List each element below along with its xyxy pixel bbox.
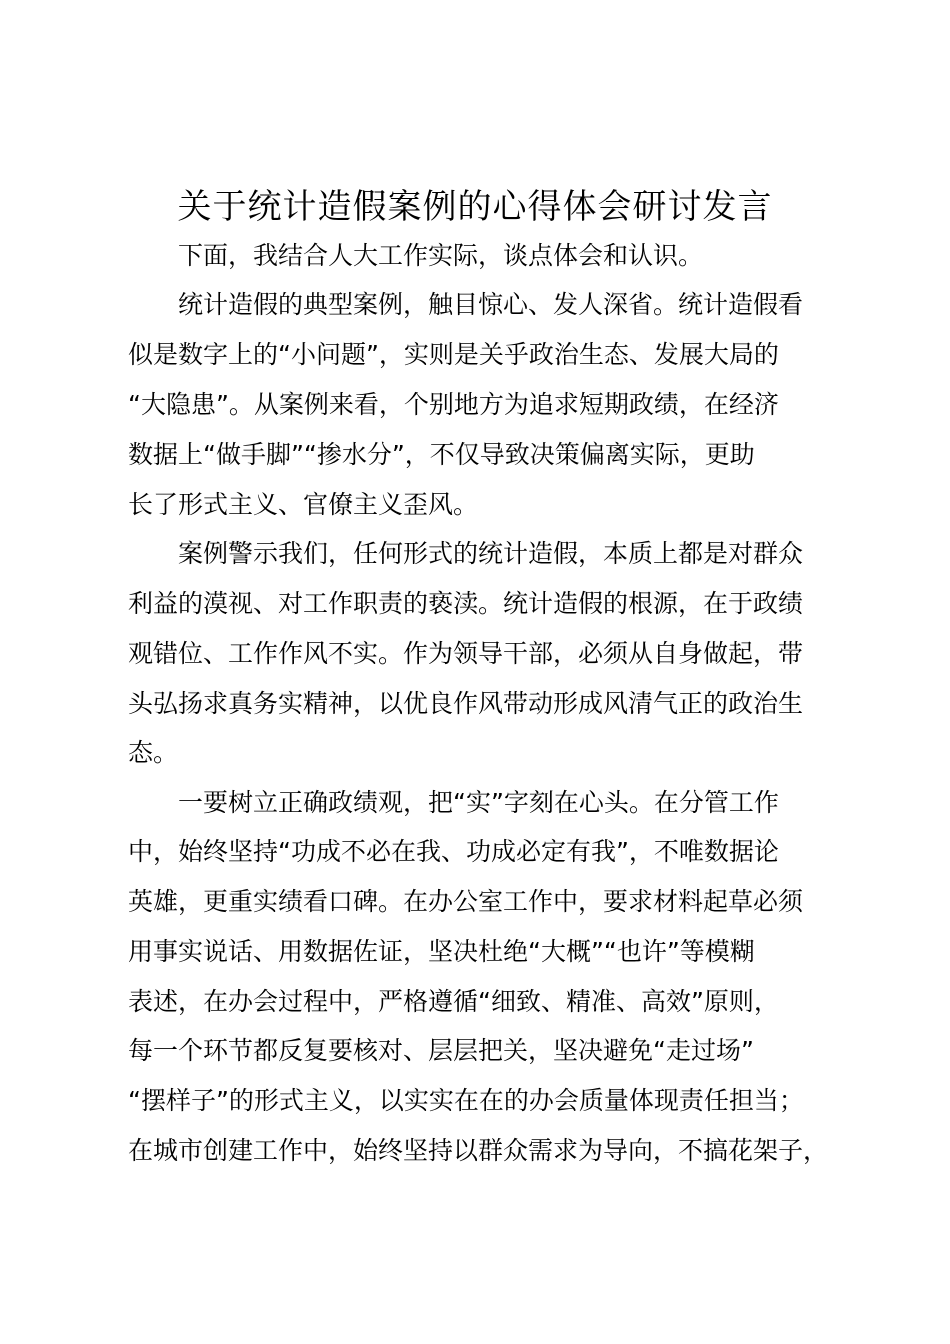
paragraph-line: 每一个环节都反复要核对、层层把关，坚决避免“走过场” (128, 1036, 754, 1065)
paragraph-line: 案例警示我们，任何形式的统计造假，本质上都是对群众 (178, 539, 804, 568)
document-title: 关于统计造假案例的心得体会研讨发言 (177, 187, 773, 227)
paragraph-line: “大隐患”。从案例来看，个别地方为追求短期政绩，在经济 (128, 390, 779, 419)
paragraph-line: 一要树立正确政绩观，把“实”字刻在心头。在分管工作 (178, 788, 779, 817)
paragraph-line: 态。 (128, 738, 179, 767)
paragraph-line: 英雄，更重实绩看口碑。在办公室工作中，要求材料起草必须 (128, 887, 804, 916)
paragraph-line: “摆样子”的形式主义，以实实在在的办会质量体现责任担当； (128, 1086, 804, 1115)
paragraph-line: 利益的漠视、对工作职责的亵渎。统计造假的根源，在于政绩 (128, 589, 804, 618)
paragraph-line: 头弘扬求真务实精神，以优良作风带动形成风清气正的政治生 (128, 689, 804, 718)
paragraph-line: 数据上“做手脚”“掺水分”，不仅导致决策偏离实际，更助 (128, 440, 755, 469)
paragraph-line: 下面，我结合人大工作实际，谈点体会和认识。 (178, 241, 704, 270)
paragraph-line: 表述，在办会过程中，严格遵循“细致、精准、高效”原则， (128, 987, 779, 1016)
paragraph-line: 中，始终坚持“功成不必在我、功成必定有我”，不唯数据论 (128, 837, 779, 866)
paragraph-line: 在城市创建工作中，始终坚持以群众需求为导向，不搞花架子， (128, 1136, 829, 1165)
paragraph-line: 长了形式主义、官僚主义歪风。 (128, 490, 479, 519)
paragraph-line: 统计造假的典型案例，触目惊心、发人深省。统计造假看 (178, 290, 804, 319)
paragraph-line: 似是数字上的“小问题”，实则是关乎政治生态、发展大局的 (128, 340, 779, 369)
paragraph-line: 观错位、工作作风不实。作为领导干部，必须从自身做起，带 (128, 639, 804, 668)
paragraph-line: 用事实说话、用数据佐证，坚决杜绝“大概”“也许”等模糊 (128, 937, 755, 966)
